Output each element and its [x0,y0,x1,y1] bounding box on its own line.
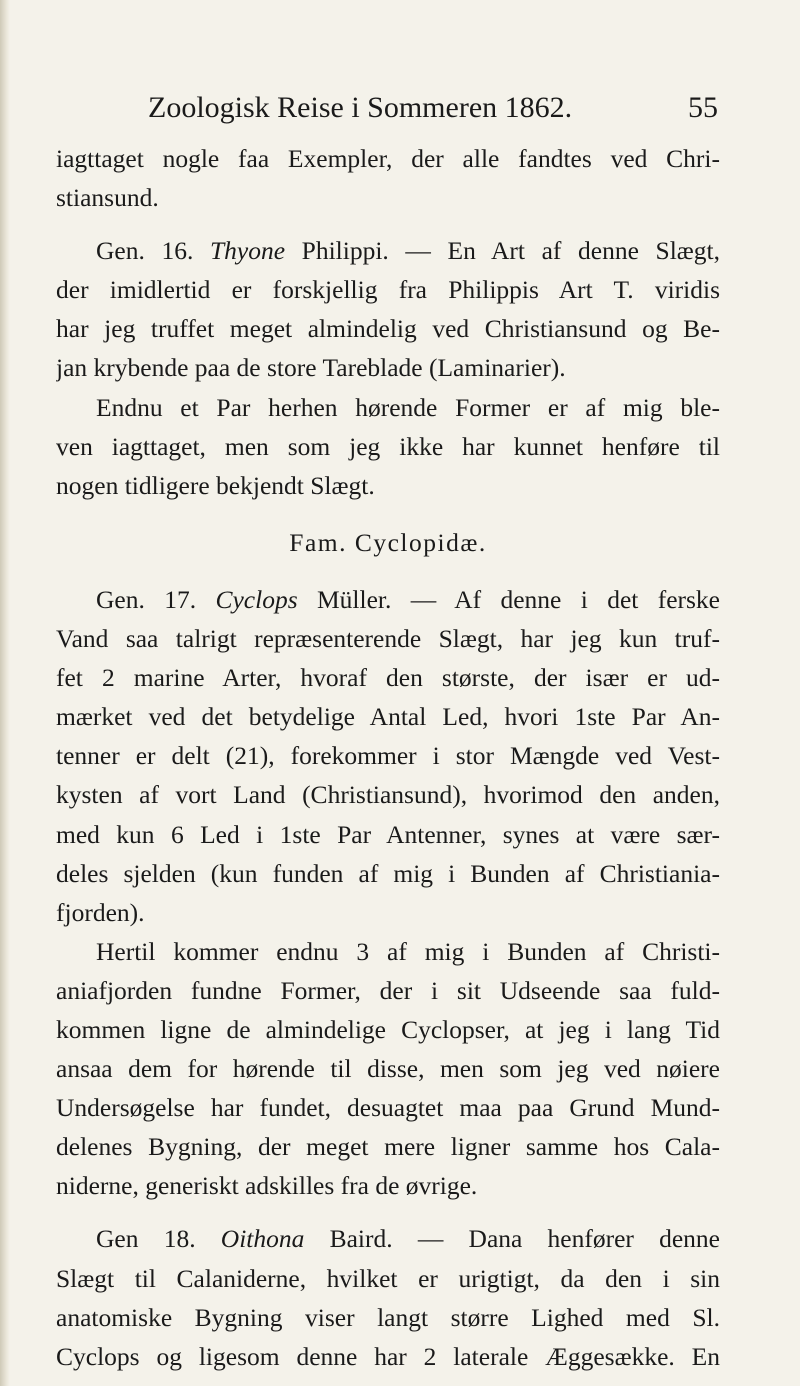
text-line: niderne, generiskt adskilles fra de øvrige. [56,1171,478,1201]
text-line: Undersøgelse har fundet, desuagtet maa paa Grund Mund- [56,1093,720,1123]
text-line: tenner er delt (21), forekommer i stor Mængde ved Vest- [56,741,720,771]
text-line: fjorden). [56,897,145,927]
text-line: deles sjelden (kun funden af mig i Bunden af Christiania- [56,858,720,888]
text-line: delenes Bygning, der meget mere ligner samme hos Cala- [56,1132,720,1162]
page-number: 55 [688,91,718,124]
text-line: jan krybende paa de store Tareblade (Laminarier). [56,353,566,383]
genus-name: Thyone [209,236,286,266]
page-edge-shadow [0,0,10,1386]
text-line: Endnu et Par herhen hørende Former er af mig ble- [96,392,720,422]
section-gap [56,562,720,580]
text-line: Cyclops og ligesom denne har 2 laterale Æggesække. En [56,1341,720,1371]
section-gap [56,505,720,523]
text-line: iagttaget nogle faa Exempler, der alle fandtes ved Chri- [56,144,720,173]
text-line: der imidlertid er forskjellig fra Philippis Art T. viridis [56,275,720,305]
text-line: kommen ligne de almindelige Cyclopser, at jeg i lang Tid [56,1014,720,1044]
text-line: har jeg truffet meget almindelig ved Christiansund og Be- [56,314,720,344]
genus-name: Oithona [220,1224,305,1254]
body-text [56,139,720,1376]
text-line: Gen. 17. Cyclops Müller. — Af denne i det ferske [96,584,720,614]
text-line: Vand saa talrigt repræsenterende Slægt, har jeg kun truf- [56,624,720,654]
genus-name: Cyclops [215,584,298,614]
text-line: stiansund. [56,183,159,213]
text-line: Gen 18. Oithona Baird. — Dana henfører denne [96,1224,720,1254]
text-line: Slægt til Calaniderne, hvilket er urigtigt, da den i sin [56,1263,720,1293]
text-line: mærket ved det betydelige Antal Led, hvori 1ste Par An- [56,702,720,732]
paragraph-gap [56,217,720,231]
text-line: fet 2 marine Arter, hvoraf den største, der især er ud- [56,663,720,693]
text-line: Gen. 16. Thyone Philippi. — En Art af denne Slægt, [96,236,720,266]
text-line: kysten af vort Land (Christiansund), hvorimod den anden, [56,780,720,810]
text-line: Hertil kommer endnu 3 af mig i Bunden af Christi- [96,936,720,966]
running-title: Zoologisk Reise i Sommeren 1862. [148,91,573,124]
running-header [148,88,718,128]
paragraph-gap [56,1205,720,1219]
text-line: nogen tidligere bekjendt Slægt. [56,470,375,500]
text-line: ven iagttaget, men som jeg ikke har kunnet henføre til [56,431,720,461]
text-line: med kun 6 Led i 1ste Par Antenner, synes at være sær- [56,819,720,849]
text-line: aniafjorden fundne Former, der i sit Udseende saa fuld- [56,975,720,1005]
text-line: anatomiske Bygning viser langt større Lighed med Sl. [56,1302,720,1332]
section-heading: Fam. Cyclopidæ. [289,527,487,557]
text-line: ansaa dem for hørende til disse, men som jeg ved nøiere [56,1054,720,1084]
